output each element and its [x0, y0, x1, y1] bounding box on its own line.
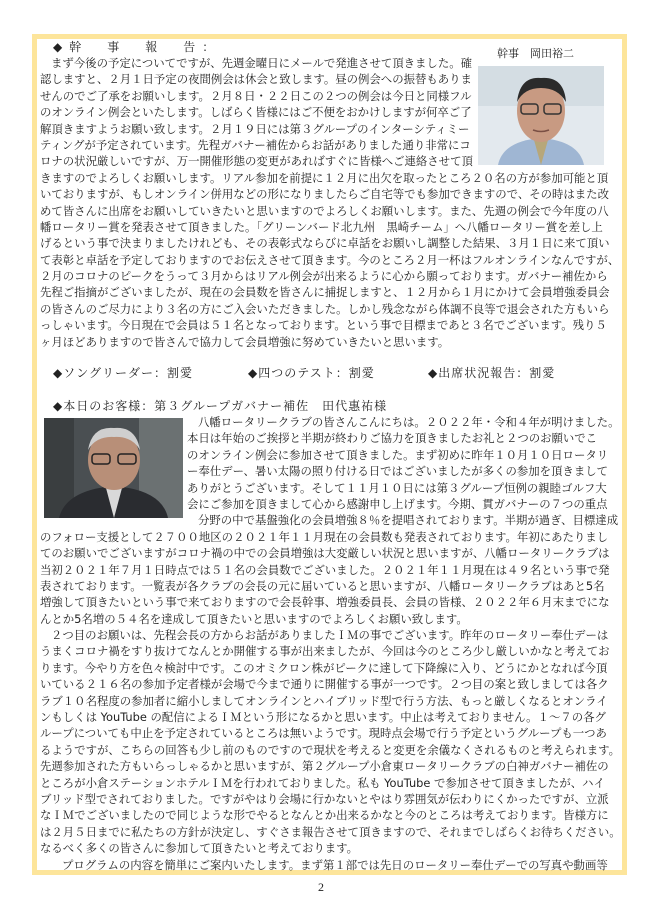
secretary-report-heading: ◆幹 事 報 告：	[53, 40, 222, 54]
text-line: めて皆さんに出席をお願いしていきたいと思いますのでよろしくお願いします。また、先週の例会で今年度の八	[40, 203, 609, 218]
text-line: っしゃいます。今日現在で会員は５１名となっております。という事で目標まであと３名でございます。残り５	[40, 318, 607, 333]
text-line: うまくコロナ禍をすり抜けてなんとか開催する事が出来ましたが、今回は今のところ少し厳しいかなと考えてお	[40, 644, 610, 659]
song-leader-label: ◆ソングリーダー：割愛	[53, 366, 193, 380]
text-line: は２月５日までに私たちの方針が決定し、すぐさま報告させて頂きますので、それまでしばらくお待ちください。	[40, 824, 621, 839]
text-line: てのお願いでございますがコロナ禍の中での会員増強は大変厳しい状況と思いますが、八幡ロータリークラブは	[40, 546, 610, 561]
text-line: なるべく多くの皆さんに参加して頂きたいと考えております。	[40, 841, 359, 856]
text-line: いておりますが、もしオンライン併用などの形になりましたらご自宅等でも参加できますので、その時はまた改	[40, 187, 609, 202]
text-line: いている２１６名の参加予定者様が会場で今まで通りに開催する事が一つです。２つ目の案と致しましては各ク	[40, 677, 609, 692]
secretary-report-body	[40, 55, 620, 350]
text-line: 先週参加された方もいらっしゃるかと思いますが、第２グループ小倉東ロータリークラブの白神ガバナー補佐の	[40, 759, 609, 774]
text-line: きますのでよろしくお願いします。リアル参加を前提に１２月に出欠を取ったところ２０名の方が参加可能と頂	[40, 170, 609, 185]
text-line: ー奉仕デー、暑い太陽の照り付ける日ではございましたが多くの参加を頂きまして	[187, 464, 608, 479]
text-line: ンもしくは YouTube の配信によるＩＭという形になるかと思います。中止は考えておりません。１～７の各グ	[40, 710, 606, 725]
attendance-report-label: ◆出席状況報告：割愛	[428, 366, 556, 380]
text-line: 分野の中で基盤強化の会員増強８％を提唱されております。半期が過ぎ、目標達成	[198, 513, 619, 528]
secretary-photo-caption: 幹事 岡田裕二	[497, 47, 574, 60]
text-line: のフォロー支援として２７００地区の２０２１年１１月現在の会員数も発表されております。年初にあたりまし	[40, 529, 609, 544]
text-line: プログラムの内容を簡単にご案内いたします。まず第１部では先日のロータリー奉仕デーでの写真や動画等	[62, 857, 608, 872]
text-line: なＩＭでございましたので同じような形でやるとなんとか出来るかなと今のところは考えております。皆様方に	[40, 808, 609, 823]
text-line: ありがとうございます。そして１１月１０日には第３グループ恒例の親睦ゴルフ大	[187, 480, 607, 495]
text-line: ブリッド型でされておりました。ですがやはり会場に行かないとやはり雰囲気が伝わりにくかったですが、立派	[40, 791, 609, 806]
text-line: 増強して頂きたいという事で来ておりますので会長幹事、増強委員長、会員の皆様、２０２２年６月末までにな	[40, 595, 610, 610]
text-line: ラブ１０名程度の参加者に縮小しましてオンラインとハイブリッド型で行う方法、もっと厳しくなるとオンライ	[40, 693, 608, 708]
guest-heading: ◆本日のお客様：第３グループガバナー補佐 田代惠祐様	[53, 399, 388, 413]
text-line: 認しますと、２月１日予定の夜間例会は休会と致します。昼の例会への振替もありま	[40, 72, 472, 87]
text-line: のオンライン例会といたします。しばらく皆様にはご不便をおかけしますが何卒ご了	[40, 105, 472, 120]
text-line: ところが小倉ステーションホテルＩＭを行われておりました。私も YouTube で参加させて頂きましたが、ハイ	[40, 775, 605, 790]
guest-speech-body	[40, 414, 620, 873]
text-line: 会にご参加を頂きまして心から感謝申し上げます。今期、貫ガバナーの７つの重点	[187, 496, 608, 511]
text-line: 八幡ロータリークラブの皆さんこんにちは。２０２２年・令和４年が明けました。	[198, 415, 620, 429]
text-line: のオンライン例会に参加させて頂きました。まず初めに昨年１０月１０日ロータリ	[187, 447, 609, 462]
text-line: 当初２０２１年７月１日時点では５１名の会員数でございました。２０２１年１１月現在は４９名という事で発	[40, 562, 610, 577]
text-line: 本日は年始のご挨拶と半期が終わりご協力を頂きましたお礼と２つのお願いでこ	[187, 431, 598, 446]
text-line: ります。今やり方を色々検討中です。このオミクロン株がピークに達して下降線に入り、どうにかとなれば今頂	[40, 660, 608, 675]
page-number: 2	[318, 880, 324, 894]
text-line: げるという事で決まりましたけれども、その表彰式ならびに卓話をお願いし調整した結果、３月１日に来て頂い	[40, 236, 610, 251]
text-line: 先程ご指摘がございましたが、現在の会員数を皆さんに捕捉しますと、１２月から１月にかけて会員増強委員会	[40, 285, 610, 300]
text-line: んとか5名増の５４名を達成して頂きたいと思いますのでよろしくお願い致します。	[40, 611, 468, 626]
text-line: 幡ロータリー賞を発表させて頂きました。「グリーンバード北九州 黒崎チーム」へ八幡ロータリー賞を差し上	[40, 219, 603, 234]
text-line: ティングが予定されています。先程ガバナー補佐からお話がありました通り非常にコ	[40, 137, 471, 152]
text-line: るようですが、こちらの回答も少し前のものですので現状を考えると変更を余儀なくされるものと考えられます。	[40, 742, 621, 757]
text-line: 表されております。一覧表が各クラブの会長の元に届いていると思いますが、八幡ロータリークラブはあと5名	[40, 578, 605, 593]
text-line: ヶ月ほどありますので皆さんで協力して会員増強に努めていきたいと思います。	[40, 334, 450, 349]
text-line: ２つ目のお願いは、先程会長の方からお話がありましたＩＭの事でございます。昨年のロータリー奉仕デーは	[51, 628, 609, 643]
text-line: の皆さんのご尽力により３名の方にご入会いただきました。しかし残念ながら体調不良等で退会された方もいら	[40, 301, 610, 316]
text-line: 解頂きますようお願い致します。２月１９日には第３グループのインターシティミー	[40, 121, 470, 136]
text-line: まず今後の予定についてですが、先週金曜日にメールで発進させて頂きました。確	[51, 56, 472, 70]
text-line: ループについても中止を予定されているところは無いようです。現時点会場で行う予定というグループも一つあ	[40, 726, 607, 741]
four-way-test-label: ◆四つのテスト：割愛	[248, 366, 375, 380]
text-line: ロナの状況厳しいですが、万一開催形態の変更があればすぐに皆様へご連絡させて頂	[40, 154, 473, 169]
text-line: ２月のコロナのピークをうって３月からはリアル例会が出来るように心から願っております。ガバナー補佐から	[40, 269, 608, 284]
text-line: せんのでご了承をお願いします。２月８日・２２日この２つの例会は今日と同様フル	[40, 88, 472, 103]
text-line: て表彰と卓話を予定しておりますのでお伝えさせて頂きます。今のところ２月一杯はフルオンラインなんですが、	[40, 252, 620, 267]
